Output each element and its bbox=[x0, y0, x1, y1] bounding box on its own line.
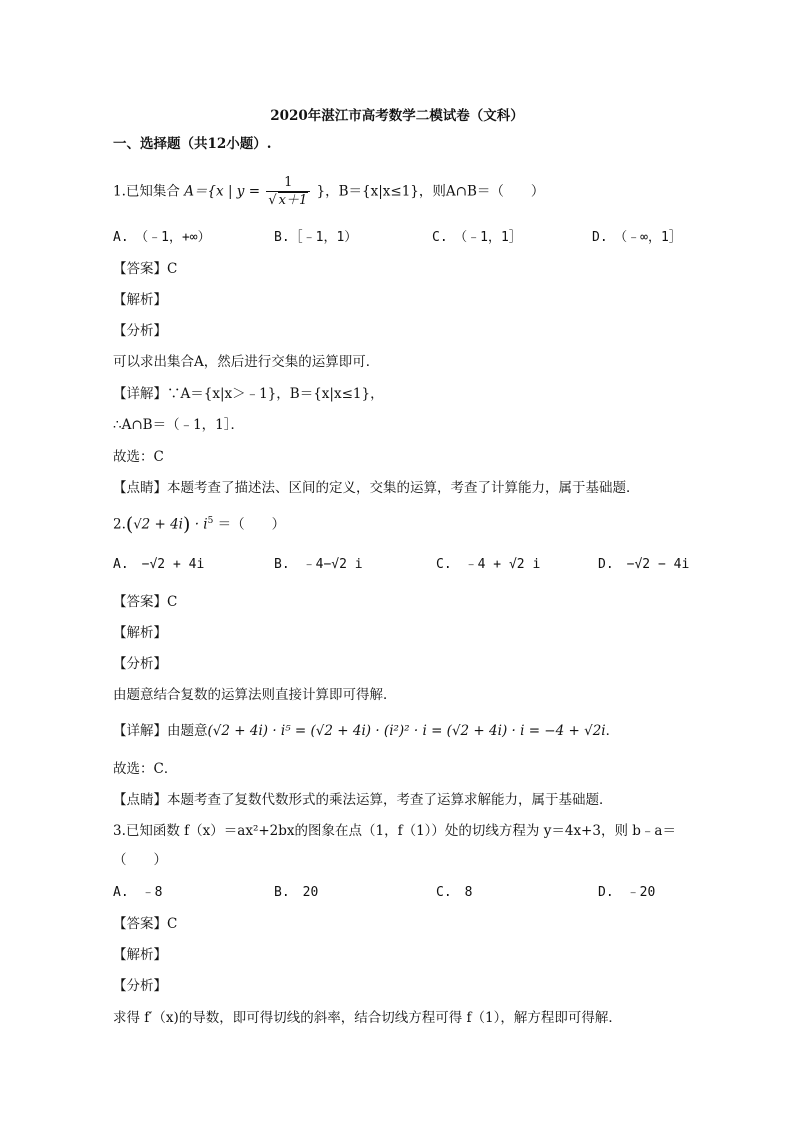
q1-dianjing: 【点睛】本题考查了描述法、区间的定义，交集的运算，考查了计算能力，属于基础题． bbox=[113, 480, 640, 496]
q2-tail: · i bbox=[194, 516, 208, 533]
q1-fraction bbox=[266, 175, 310, 209]
section-heading: 一、选择题（共12小题）. bbox=[113, 136, 272, 152]
q3-option-b: B. 20 bbox=[274, 885, 319, 900]
q2-detail bbox=[113, 721, 619, 741]
q2-answer: 【答案】C bbox=[113, 594, 178, 610]
q2-detail-end: ． bbox=[605, 723, 620, 739]
q3-fenxi-text: 求得 f′（x)的导数，即可得切线的斜率，结合切线方程可得 f（1），解方程即可得解． bbox=[113, 1010, 622, 1026]
q1-detail2: ∴A∩B＝（﹣1，1］． bbox=[113, 417, 244, 433]
q3-option-d: D. ﹣20 bbox=[598, 885, 656, 900]
q2-exponent: 5 bbox=[207, 516, 214, 526]
sqrt-icon: √ bbox=[133, 517, 142, 533]
q1-radicand: x＋1 bbox=[278, 193, 308, 208]
q3-jiexi: 【解析】 bbox=[113, 947, 167, 963]
left-paren-icon: ( bbox=[125, 513, 134, 536]
q2-option-d: D. −√2 − 4i bbox=[598, 557, 690, 572]
page-title: 2020年湛江市高考数学二模试卷（文科） bbox=[270, 108, 524, 124]
q2-detail-prefix: 【详解】由题意 bbox=[113, 723, 208, 739]
q1-guxuan: 故选：C bbox=[113, 449, 164, 465]
q1-option-b: B.［﹣1，1） bbox=[274, 230, 358, 245]
q3-option-a: A. ﹣8 bbox=[113, 885, 163, 900]
q1-set-b: }，B＝{x|x≤1}，则A∩B＝（ ） bbox=[316, 183, 545, 200]
q2-eq: ＝（ ） bbox=[213, 516, 286, 533]
question-1-stem bbox=[113, 175, 544, 209]
q2-prefix: 2. bbox=[113, 516, 126, 533]
q2-jiexi: 【解析】 bbox=[113, 625, 167, 641]
q3-fenxi: 【分析】 bbox=[113, 978, 167, 994]
q2-option-c: C. ﹣4 + √2 i bbox=[436, 557, 541, 572]
q2-guxuan: 故选：C． bbox=[113, 761, 178, 777]
q1-answer: 【答案】C bbox=[113, 261, 178, 277]
q1-prefix: 1.已知集合 bbox=[113, 183, 180, 200]
q3-answer: 【答案】C bbox=[113, 916, 178, 932]
q1-option-a: A. （﹣1，+∞） bbox=[113, 230, 211, 245]
q2-fenxi: 【分析】 bbox=[113, 656, 167, 672]
q1-fenxi-text: 可以求出集合A，然后进行交集的运算即可． bbox=[113, 354, 380, 370]
q1-denominator bbox=[266, 192, 310, 209]
question-2-stem bbox=[113, 511, 285, 536]
q1-fenxi: 【分析】 bbox=[113, 323, 167, 339]
q2-dianjing: 【点睛】本题考查了复数代数形式的乘法运算，考查了运算求解能力，属于基础题． bbox=[113, 792, 613, 808]
question-3-line2: （ ） bbox=[113, 852, 167, 868]
q3-option-c: C. 8 bbox=[436, 885, 473, 900]
question-3-line1: 3.已知函数 f（x）＝ax²+2bx的图象在点（1，f（1））处的切线方程为 y＝4x+3，则 b﹣a＝ bbox=[113, 823, 676, 839]
q2-expr: 2 + 4i bbox=[141, 516, 183, 533]
q2-option-a: A. −√2 + 4i bbox=[113, 557, 205, 572]
q1-set-a: A＝{ bbox=[184, 183, 217, 200]
right-paren-icon: ) bbox=[183, 513, 191, 536]
q2-detail-expr: (√2 + 4i) · i⁵ = (√2 + 4i) · (i²)² · i = (√2 + 4i) · i = −4 + √2i bbox=[207, 723, 606, 739]
q1-option-c: C. （﹣1，1］ bbox=[432, 230, 522, 245]
sqrt-icon: √ bbox=[268, 193, 277, 208]
q1-option-d: D. （﹣∞，1］ bbox=[592, 230, 682, 245]
q1-x: x bbox=[216, 183, 224, 200]
q1-bar-y: | y = bbox=[227, 183, 261, 200]
q2-option-b: B. ﹣4−√2 i bbox=[274, 557, 363, 572]
q1-detail: 【详解】∵A＝{x|x＞﹣1}，B＝{x|x≤1}， bbox=[113, 386, 384, 402]
q1-jiexi: 【解析】 bbox=[113, 292, 167, 308]
q2-fenxi-text: 由题意结合复数的运算法则直接计算即可得解． bbox=[113, 687, 397, 703]
q1-numerator: 1 bbox=[266, 175, 310, 192]
